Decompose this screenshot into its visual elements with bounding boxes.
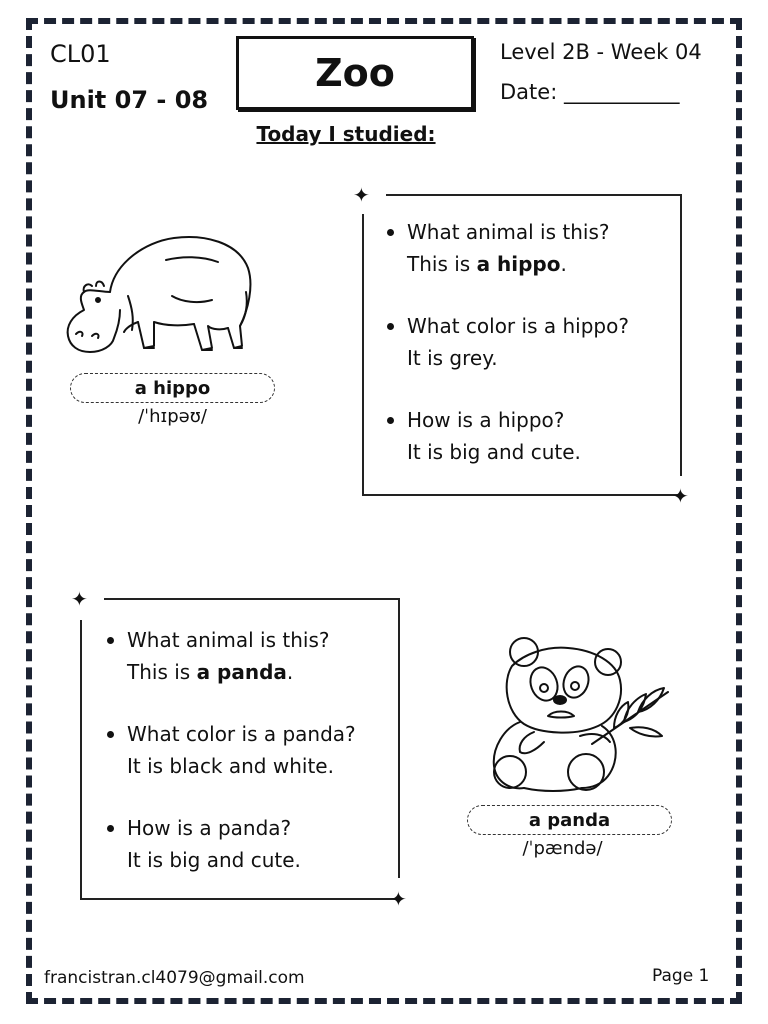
page-title: Zoo [315,51,395,95]
answer-suffix: . [560,252,567,276]
qa-item [105,624,356,688]
page-number: Page 1 [652,966,710,986]
question-text: How is a panda? [127,816,292,840]
sparkle-icon: ✦ [390,887,407,911]
answer-text: It is grey. [407,346,498,370]
sparkle-icon: ✦ [71,587,88,611]
answer-prefix: This is [127,660,197,684]
answer-text [407,248,629,280]
hippo-illustration [62,230,257,370]
sparkle-icon: ✦ [672,484,689,508]
title-box [236,36,474,110]
class-code: CL01 [50,40,111,68]
answer-text: It is black and white. [127,754,334,778]
qa-box-hippo-top-rule [386,194,682,196]
qa-box-panda-top-rule [104,598,400,600]
date-field: Date: ___________ [500,80,680,104]
qa-list-panda [105,624,356,906]
qa-item [105,718,356,782]
level-week: Level 2B - Week 04 [500,40,702,64]
unit-label: Unit 07 - 08 [50,86,209,114]
answer-text: It is big and cute. [127,848,301,872]
answer-text: It is big and cute. [407,440,581,464]
qa-box-panda-right-rule [398,598,400,878]
word-label-panda: a panda [467,805,672,835]
question-text: What animal is this? [127,628,330,652]
answer-prefix: This is [407,252,477,276]
qa-item [385,404,629,468]
answer-keyword: a hippo [476,252,561,276]
answer-suffix: . [286,660,294,684]
answer-keyword: a panda [196,660,287,684]
question-text: How is a hippo? [407,408,565,432]
qa-box-hippo-right-rule [680,194,682,476]
word-label-hippo: a hippo [70,373,275,403]
qa-list-hippo [385,216,629,498]
footer-email: francistran.cl4079@gmail.com [44,968,305,988]
studied-heading: Today I studied: [256,122,436,146]
sparkle-icon: ✦ [353,183,370,207]
ipa-hippo: /ˈhɪpəʊ/ [138,406,207,427]
question-text: What color is a hippo? [407,314,629,338]
answer-text [127,656,356,688]
panda-illustration [484,632,676,794]
question-text: What color is a panda? [127,722,356,746]
qa-item [385,310,629,374]
ipa-panda: /ˈpændə/ [522,838,603,859]
qa-item [105,812,356,876]
question-text: What animal is this? [407,220,610,244]
qa-item [385,216,629,280]
